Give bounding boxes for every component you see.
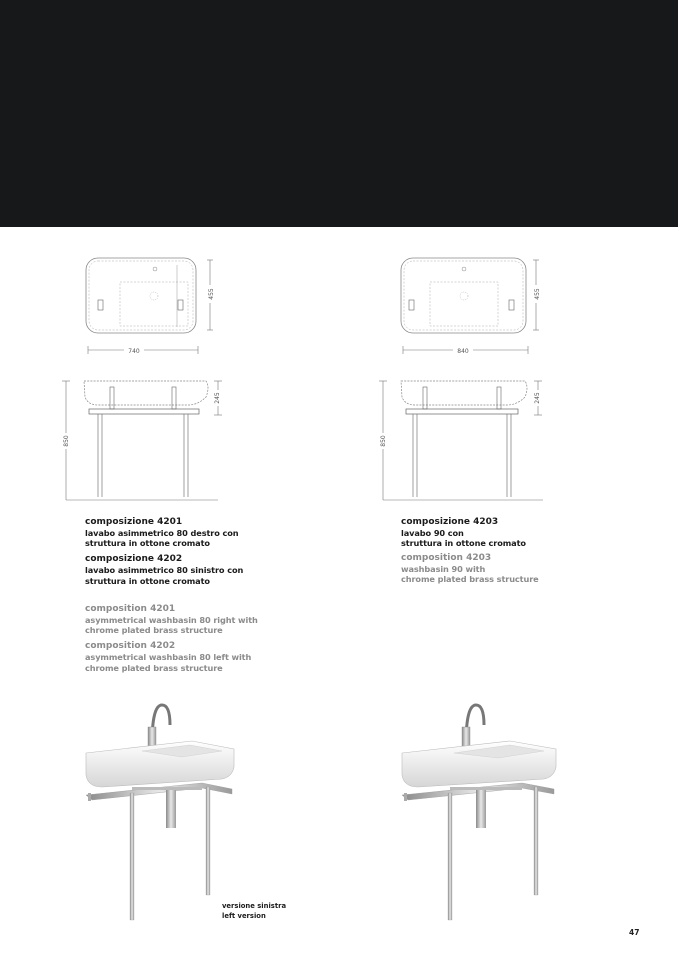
left-top-view-drawing xyxy=(80,255,230,360)
text-line: asymmetrical washbasin 80 left with xyxy=(85,652,252,663)
composition-4202-title-en: composition 4202 xyxy=(85,641,176,652)
right-basin-height-label: 245 xyxy=(534,392,541,404)
text-line: struttura in ottone cromato xyxy=(85,538,210,549)
composition-4203-title-en: composition 4203 xyxy=(401,553,492,563)
left-english-description xyxy=(85,604,305,673)
composition-4202-title-it: composizione 4202 xyxy=(85,554,183,565)
text-line: lavabo asimmetrico 80 destro con xyxy=(85,528,239,538)
left-depth-label: 455 xyxy=(208,288,215,300)
text-line: struttura in ottone cromato xyxy=(85,575,210,586)
right-side-view-drawing xyxy=(375,375,550,505)
left-height-label: 850 xyxy=(63,435,70,447)
right-washbasin-illustration xyxy=(398,695,563,925)
right-depth-label: 455 xyxy=(534,288,541,300)
right-top-view-drawing xyxy=(395,255,555,360)
text-line: chrome plated brass structure xyxy=(401,574,539,585)
left-side-view-drawing xyxy=(58,375,228,505)
caption-italian: versione sinistra xyxy=(222,902,287,910)
caption-english: left version xyxy=(222,911,266,920)
right-width-label: 840 xyxy=(457,348,469,355)
composition-4203-title-it: composizione 4203 xyxy=(401,517,499,527)
right-height-label: 850 xyxy=(380,435,387,447)
text-line: lavabo asimmetrico 80 sinistro con xyxy=(85,565,244,576)
left-basin-height-label: 245 xyxy=(214,392,221,404)
composition-4201-title-it: composizione 4201 xyxy=(85,517,183,527)
text-line: lavabo 90 con xyxy=(401,528,464,538)
text-line: asymmetrical washbasin 80 right with xyxy=(85,615,258,625)
composition-4201-title-en: composition 4201 xyxy=(85,604,176,614)
page-number: 47 xyxy=(629,928,640,937)
version-caption xyxy=(222,902,286,921)
text-line: washbasin 90 with xyxy=(401,564,486,574)
left-washbasin-illustration xyxy=(82,695,242,925)
left-width-label: 740 xyxy=(128,348,140,355)
right-english-description xyxy=(401,553,621,584)
right-italian-description xyxy=(401,517,601,548)
header-banner xyxy=(0,0,678,227)
left-italian-description xyxy=(85,517,285,586)
text-line: chrome plated brass structure xyxy=(85,625,223,636)
text-line: chrome plated brass structure xyxy=(85,662,223,673)
text-line: struttura in ottone cromato xyxy=(401,538,526,549)
